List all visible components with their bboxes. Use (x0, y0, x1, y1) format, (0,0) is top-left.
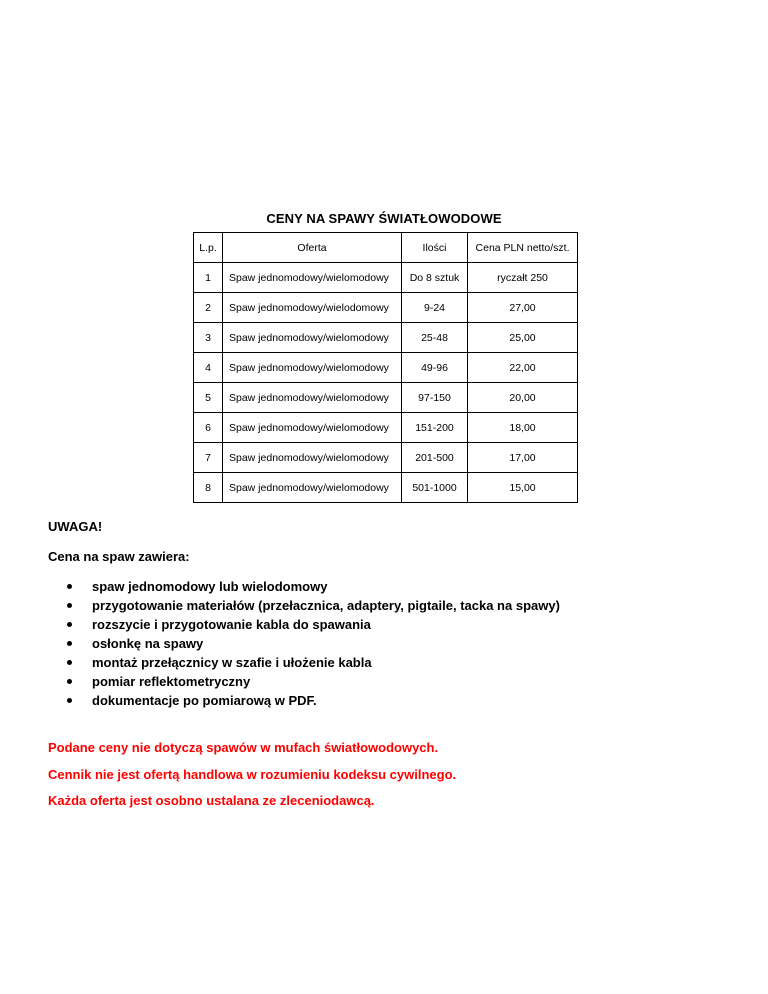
includes-list (48, 577, 560, 710)
cell-offer: Spaw jednomodowy/wielomodowy (223, 413, 402, 443)
list-item-text: montaż przełącznicy w szafie i ułożenie kabla (92, 655, 372, 670)
page-title: CENY NA SPAWY ŚWIATŁOWODOWE (266, 211, 502, 226)
cell-quantity: Do 8 sztuk (402, 263, 468, 293)
table-row (194, 353, 578, 383)
list-item (48, 634, 560, 653)
header-price: Cena PLN netto/szt. (468, 233, 578, 263)
cell-lp: 8 (194, 473, 223, 503)
bullet-icon (67, 698, 72, 703)
cell-lp: 5 (194, 383, 223, 413)
table-row (194, 293, 578, 323)
list-item (48, 596, 560, 615)
cell-price: 22,00 (468, 353, 578, 383)
list-item (48, 691, 560, 710)
cell-quantity: 201-500 (402, 443, 468, 473)
cell-lp: 3 (194, 323, 223, 353)
cell-quantity: 9-24 (402, 293, 468, 323)
cell-lp: 2 (194, 293, 223, 323)
cell-offer: Spaw jednomodowy/wielomodowy (223, 443, 402, 473)
cell-offer: Spaw jednomodowy/wielomodowy (223, 473, 402, 503)
list-item-text: spaw jednomodowy lub wielodomowy (92, 579, 328, 594)
notice-heading: UWAGA! (48, 519, 103, 534)
cell-price: 20,00 (468, 383, 578, 413)
includes-heading: Cena na spaw zawiera: (48, 549, 190, 564)
cell-quantity: 25-48 (402, 323, 468, 353)
cell-lp: 4 (194, 353, 223, 383)
price-table (193, 232, 578, 503)
cell-price: 27,00 (468, 293, 578, 323)
cell-offer: Spaw jednomodowy/wielomodowy (223, 383, 402, 413)
cell-quantity: 501-1000 (402, 473, 468, 503)
list-item-text: przygotowanie materiałów (przełacznica, adaptery, pigtaile, tacka na spawy) (92, 598, 560, 613)
cell-lp: 6 (194, 413, 223, 443)
bullet-icon (67, 584, 72, 589)
table-row (194, 263, 578, 293)
cell-offer: Spaw jednomodowy/wielomodowy (223, 323, 402, 353)
table-row (194, 443, 578, 473)
cell-price: 25,00 (468, 323, 578, 353)
disclaimer-line: Każda oferta jest osobno ustalana ze zleceniodawcą. (48, 793, 375, 808)
cell-price: 15,00 (468, 473, 578, 503)
list-item (48, 615, 560, 634)
list-item-text: osłonkę na spawy (92, 636, 204, 651)
list-item (48, 653, 560, 672)
bullet-icon (67, 660, 72, 665)
disclaimer-line: Cennik nie jest ofertą handlowa w rozumieniu kodeksu cywilnego. (48, 767, 457, 782)
bullet-icon (67, 603, 72, 608)
list-item-text: pomiar reflektometryczny (92, 674, 251, 689)
table-row (194, 383, 578, 413)
cell-price: 18,00 (468, 413, 578, 443)
bullet-icon (67, 641, 72, 646)
cell-quantity: 151-200 (402, 413, 468, 443)
table-header-row (194, 233, 578, 263)
cell-quantity: 97-150 (402, 383, 468, 413)
cell-quantity: 49-96 (402, 353, 468, 383)
bullet-icon (67, 622, 72, 627)
list-item (48, 672, 560, 691)
table-row (194, 413, 578, 443)
cell-price: ryczałt 250 (468, 263, 578, 293)
table-row (194, 323, 578, 353)
header-offer: Oferta (223, 233, 402, 263)
cell-price: 17,00 (468, 443, 578, 473)
disclaimer-line: Podane ceny nie dotyczą spawów w mufach światłowodowych. (48, 740, 439, 755)
cell-offer: Spaw jednomodowy/wielomodowy (223, 353, 402, 383)
cell-lp: 1 (194, 263, 223, 293)
list-item-text: rozszycie i przygotowanie kabla do spawania (92, 617, 371, 632)
header-lp: L.p. (194, 233, 223, 263)
cell-lp: 7 (194, 443, 223, 473)
cell-offer: Spaw jednomodowy/wielomodowy (223, 263, 402, 293)
header-quantity: Ilości (402, 233, 468, 263)
list-item (48, 577, 560, 596)
list-item-text: dokumentacje po pomiarową w PDF. (92, 693, 317, 708)
cell-offer: Spaw jednomodowy/wielodomowy (223, 293, 402, 323)
table-row (194, 473, 578, 503)
bullet-icon (67, 679, 72, 684)
